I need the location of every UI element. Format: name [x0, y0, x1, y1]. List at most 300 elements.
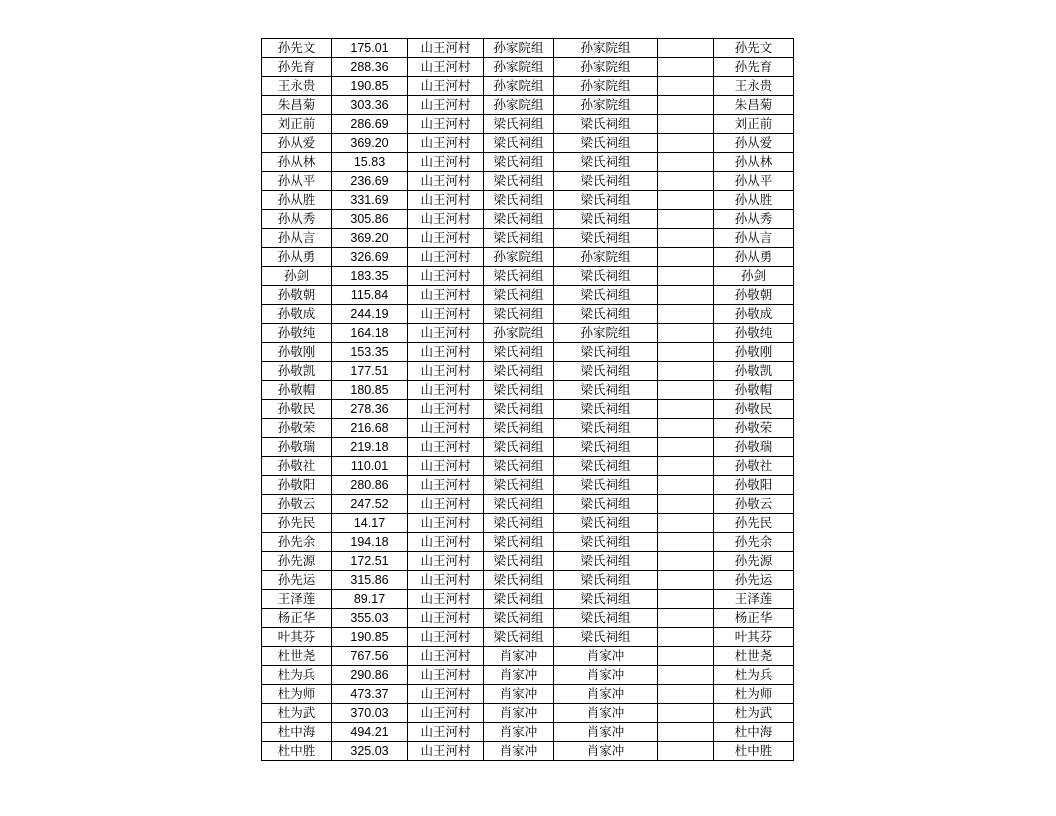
area-cell: 190.85 — [332, 77, 408, 96]
village-cell: 山王河村 — [408, 552, 484, 571]
area-cell: 369.20 — [332, 229, 408, 248]
blank-cell — [658, 552, 714, 571]
name-cell: 孙从勇 — [262, 248, 332, 267]
area-cell: 164.18 — [332, 324, 408, 343]
blank-cell — [658, 324, 714, 343]
group-cell: 孙家院组 — [484, 58, 554, 77]
village-cell: 山王河村 — [408, 362, 484, 381]
group-cell: 梁氏祠组 — [484, 153, 554, 172]
group-cell: 梁氏祠组 — [484, 362, 554, 381]
village-cell: 山王河村 — [408, 305, 484, 324]
table-row — [262, 742, 794, 761]
group-cell-2: 梁氏祠组 — [554, 590, 658, 609]
name-cell: 杜为师 — [262, 685, 332, 704]
area-cell: 175.01 — [332, 39, 408, 58]
blank-cell — [658, 96, 714, 115]
blank-cell — [658, 476, 714, 495]
blank-cell — [658, 39, 714, 58]
blank-cell — [658, 343, 714, 362]
table-row — [262, 571, 794, 590]
village-cell: 山王河村 — [408, 153, 484, 172]
group-cell-2: 梁氏祠组 — [554, 476, 658, 495]
signature-name-cell: 杨正华 — [714, 609, 794, 628]
area-cell: 369.20 — [332, 134, 408, 153]
blank-cell — [658, 362, 714, 381]
signature-name-cell: 杜中胜 — [714, 742, 794, 761]
group-cell-2: 梁氏祠组 — [554, 381, 658, 400]
area-cell: 290.86 — [332, 666, 408, 685]
name-cell: 孙先文 — [262, 39, 332, 58]
area-cell: 280.86 — [332, 476, 408, 495]
blank-cell — [658, 457, 714, 476]
group-cell: 梁氏祠组 — [484, 191, 554, 210]
signature-name-cell: 孙敬纯 — [714, 324, 794, 343]
table-row — [262, 153, 794, 172]
name-cell: 孙从秀 — [262, 210, 332, 229]
signature-name-cell: 孙先育 — [714, 58, 794, 77]
name-cell: 孙从林 — [262, 153, 332, 172]
blank-cell — [658, 628, 714, 647]
blank-cell — [658, 704, 714, 723]
group-cell: 梁氏祠组 — [484, 210, 554, 229]
table-row — [262, 77, 794, 96]
signature-name-cell: 孙敬社 — [714, 457, 794, 476]
name-cell: 孙先余 — [262, 533, 332, 552]
name-cell: 孙从胜 — [262, 191, 332, 210]
signature-name-cell: 孙敬刚 — [714, 343, 794, 362]
village-cell: 山王河村 — [408, 666, 484, 685]
area-cell: 355.03 — [332, 609, 408, 628]
blank-cell — [658, 742, 714, 761]
signature-name-cell: 孙从林 — [714, 153, 794, 172]
area-cell: 247.52 — [332, 495, 408, 514]
blank-cell — [658, 571, 714, 590]
signature-name-cell: 杜中海 — [714, 723, 794, 742]
area-cell: 183.35 — [332, 267, 408, 286]
table-row — [262, 191, 794, 210]
village-cell: 山王河村 — [408, 343, 484, 362]
name-cell: 孙敬阳 — [262, 476, 332, 495]
group-cell-2: 孙家院组 — [554, 324, 658, 343]
area-cell: 236.69 — [332, 172, 408, 191]
table-row — [262, 381, 794, 400]
blank-cell — [658, 210, 714, 229]
name-cell: 王泽莲 — [262, 590, 332, 609]
village-cell: 山王河村 — [408, 476, 484, 495]
village-cell: 山王河村 — [408, 742, 484, 761]
group-cell: 梁氏祠组 — [484, 381, 554, 400]
village-cell: 山王河村 — [408, 134, 484, 153]
name-cell: 孙敬帽 — [262, 381, 332, 400]
blank-cell — [658, 647, 714, 666]
village-cell: 山王河村 — [408, 381, 484, 400]
village-cell: 山王河村 — [408, 571, 484, 590]
area-cell: 115.84 — [332, 286, 408, 305]
group-cell-2: 梁氏祠组 — [554, 438, 658, 457]
signature-name-cell: 刘正前 — [714, 115, 794, 134]
group-cell: 梁氏祠组 — [484, 400, 554, 419]
group-cell: 梁氏祠组 — [484, 457, 554, 476]
village-cell: 山王河村 — [408, 609, 484, 628]
group-cell: 梁氏祠组 — [484, 533, 554, 552]
table-row — [262, 324, 794, 343]
blank-cell — [658, 438, 714, 457]
table-row — [262, 210, 794, 229]
table-row — [262, 457, 794, 476]
area-cell: 219.18 — [332, 438, 408, 457]
group-cell-2: 梁氏祠组 — [554, 533, 658, 552]
group-cell-2: 梁氏祠组 — [554, 400, 658, 419]
group-cell-2: 梁氏祠组 — [554, 153, 658, 172]
area-cell: 370.03 — [332, 704, 408, 723]
blank-cell — [658, 590, 714, 609]
group-cell: 梁氏祠组 — [484, 495, 554, 514]
blank-cell — [658, 419, 714, 438]
area-cell: 303.36 — [332, 96, 408, 115]
table-row — [262, 305, 794, 324]
name-cell: 杜为兵 — [262, 666, 332, 685]
blank-cell — [658, 609, 714, 628]
village-cell: 山王河村 — [408, 647, 484, 666]
group-cell: 孙家院组 — [484, 96, 554, 115]
area-cell: 216.68 — [332, 419, 408, 438]
name-cell: 孙敬纯 — [262, 324, 332, 343]
blank-cell — [658, 77, 714, 96]
group-cell-2: 梁氏祠组 — [554, 495, 658, 514]
signature-name-cell: 孙敬荣 — [714, 419, 794, 438]
name-cell: 杜中海 — [262, 723, 332, 742]
blank-cell — [658, 381, 714, 400]
area-cell: 315.86 — [332, 571, 408, 590]
group-cell-2: 肖家冲 — [554, 723, 658, 742]
signature-name-cell: 孙敬阳 — [714, 476, 794, 495]
name-cell: 杨正华 — [262, 609, 332, 628]
blank-cell — [658, 400, 714, 419]
village-cell: 山王河村 — [408, 286, 484, 305]
area-cell: 194.18 — [332, 533, 408, 552]
group-cell-2: 梁氏祠组 — [554, 134, 658, 153]
village-cell: 山王河村 — [408, 324, 484, 343]
group-cell-2: 梁氏祠组 — [554, 191, 658, 210]
area-cell: 494.21 — [332, 723, 408, 742]
group-cell-2: 梁氏祠组 — [554, 115, 658, 134]
table-row — [262, 476, 794, 495]
area-cell: 473.37 — [332, 685, 408, 704]
village-cell: 山王河村 — [408, 723, 484, 742]
group-cell-2: 孙家院组 — [554, 248, 658, 267]
group-cell-2: 梁氏祠组 — [554, 305, 658, 324]
table-row — [262, 552, 794, 571]
signature-name-cell: 孙敬云 — [714, 495, 794, 514]
group-cell: 孙家院组 — [484, 248, 554, 267]
group-cell-2: 梁氏祠组 — [554, 229, 658, 248]
area-cell: 288.36 — [332, 58, 408, 77]
group-cell-2: 孙家院组 — [554, 77, 658, 96]
table-row — [262, 248, 794, 267]
group-cell: 肖家冲 — [484, 704, 554, 723]
village-cell: 山王河村 — [408, 590, 484, 609]
village-cell: 山王河村 — [408, 704, 484, 723]
table-row — [262, 419, 794, 438]
name-cell: 王永贵 — [262, 77, 332, 96]
group-cell-2: 梁氏祠组 — [554, 362, 658, 381]
table-body — [262, 39, 794, 761]
blank-cell — [658, 191, 714, 210]
table-row — [262, 609, 794, 628]
name-cell: 孙先育 — [262, 58, 332, 77]
table-row — [262, 134, 794, 153]
signature-name-cell: 孙敬朝 — [714, 286, 794, 305]
table-row — [262, 590, 794, 609]
name-cell: 孙敬民 — [262, 400, 332, 419]
name-cell: 孙敬云 — [262, 495, 332, 514]
blank-cell — [658, 286, 714, 305]
group-cell-2: 肖家冲 — [554, 666, 658, 685]
group-cell: 梁氏祠组 — [484, 267, 554, 286]
name-cell: 孙敬荣 — [262, 419, 332, 438]
signature-name-cell: 叶其芬 — [714, 628, 794, 647]
area-cell: 278.36 — [332, 400, 408, 419]
name-cell: 孙从平 — [262, 172, 332, 191]
table-row — [262, 723, 794, 742]
area-cell: 153.35 — [332, 343, 408, 362]
blank-cell — [658, 248, 714, 267]
group-cell: 梁氏祠组 — [484, 229, 554, 248]
blank-cell — [658, 685, 714, 704]
group-cell: 孙家院组 — [484, 39, 554, 58]
signature-name-cell: 孙从爱 — [714, 134, 794, 153]
signature-name-cell: 孙敬民 — [714, 400, 794, 419]
signature-name-cell: 孙先余 — [714, 533, 794, 552]
area-cell: 89.17 — [332, 590, 408, 609]
table-row — [262, 495, 794, 514]
group-cell: 梁氏祠组 — [484, 571, 554, 590]
group-cell-2: 肖家冲 — [554, 704, 658, 723]
signature-name-cell: 孙敬凯 — [714, 362, 794, 381]
table-row — [262, 39, 794, 58]
table-row — [262, 229, 794, 248]
group-cell-2: 梁氏祠组 — [554, 552, 658, 571]
blank-cell — [658, 666, 714, 685]
blank-cell — [658, 533, 714, 552]
village-cell: 山王河村 — [408, 229, 484, 248]
group-cell: 孙家院组 — [484, 77, 554, 96]
blank-cell — [658, 134, 714, 153]
group-cell: 肖家冲 — [484, 742, 554, 761]
blank-cell — [658, 58, 714, 77]
name-cell: 杜为武 — [262, 704, 332, 723]
blank-cell — [658, 153, 714, 172]
name-cell: 孙从言 — [262, 229, 332, 248]
group-cell: 肖家冲 — [484, 666, 554, 685]
name-cell: 刘正前 — [262, 115, 332, 134]
group-cell-2: 梁氏祠组 — [554, 628, 658, 647]
name-cell: 孙先民 — [262, 514, 332, 533]
group-cell-2: 梁氏祠组 — [554, 514, 658, 533]
signature-name-cell: 王永贵 — [714, 77, 794, 96]
group-cell: 梁氏祠组 — [484, 609, 554, 628]
table-row — [262, 685, 794, 704]
group-cell: 肖家冲 — [484, 723, 554, 742]
group-cell: 梁氏祠组 — [484, 438, 554, 457]
group-cell: 梁氏祠组 — [484, 115, 554, 134]
signature-name-cell: 孙从言 — [714, 229, 794, 248]
area-cell: 286.69 — [332, 115, 408, 134]
signature-name-cell: 孙从勇 — [714, 248, 794, 267]
group-cell: 肖家冲 — [484, 647, 554, 666]
village-cell: 山王河村 — [408, 514, 484, 533]
signature-name-cell: 孙先运 — [714, 571, 794, 590]
table-row — [262, 343, 794, 362]
group-cell: 肖家冲 — [484, 685, 554, 704]
table-row — [262, 647, 794, 666]
group-cell: 梁氏祠组 — [484, 172, 554, 191]
table-row — [262, 267, 794, 286]
group-cell: 梁氏祠组 — [484, 286, 554, 305]
village-cell: 山王河村 — [408, 685, 484, 704]
area-cell: 326.69 — [332, 248, 408, 267]
village-cell: 山王河村 — [408, 400, 484, 419]
area-cell: 244.19 — [332, 305, 408, 324]
group-cell-2: 梁氏祠组 — [554, 286, 658, 305]
group-cell-2: 梁氏祠组 — [554, 210, 658, 229]
table-row — [262, 514, 794, 533]
blank-cell — [658, 514, 714, 533]
area-cell: 325.03 — [332, 742, 408, 761]
name-cell: 孙敬社 — [262, 457, 332, 476]
group-cell: 梁氏祠组 — [484, 476, 554, 495]
area-cell: 15.83 — [332, 153, 408, 172]
group-cell: 梁氏祠组 — [484, 343, 554, 362]
group-cell-2: 孙家院组 — [554, 58, 658, 77]
area-cell: 177.51 — [332, 362, 408, 381]
village-cell: 山王河村 — [408, 210, 484, 229]
village-cell: 山王河村 — [408, 248, 484, 267]
name-cell: 孙敬朝 — [262, 286, 332, 305]
village-cell: 山王河村 — [408, 495, 484, 514]
group-cell-2: 梁氏祠组 — [554, 571, 658, 590]
table-row — [262, 172, 794, 191]
village-cell: 山王河村 — [408, 457, 484, 476]
group-cell-2: 梁氏祠组 — [554, 609, 658, 628]
table-row — [262, 400, 794, 419]
village-cell: 山王河村 — [408, 438, 484, 457]
signature-name-cell: 杜为师 — [714, 685, 794, 704]
table-row — [262, 115, 794, 134]
name-cell: 孙敬凯 — [262, 362, 332, 381]
blank-cell — [658, 115, 714, 134]
group-cell-2: 肖家冲 — [554, 647, 658, 666]
blank-cell — [658, 723, 714, 742]
group-cell-2: 梁氏祠组 — [554, 343, 658, 362]
signature-name-cell: 杜为武 — [714, 704, 794, 723]
village-cell: 山王河村 — [408, 96, 484, 115]
blank-cell — [658, 305, 714, 324]
area-cell: 767.56 — [332, 647, 408, 666]
group-cell-2: 梁氏祠组 — [554, 172, 658, 191]
name-cell: 孙先运 — [262, 571, 332, 590]
group-cell: 梁氏祠组 — [484, 134, 554, 153]
signature-name-cell: 王泽莲 — [714, 590, 794, 609]
village-cell: 山王河村 — [408, 58, 484, 77]
group-cell: 梁氏祠组 — [484, 514, 554, 533]
area-cell: 172.51 — [332, 552, 408, 571]
name-cell: 孙敬刚 — [262, 343, 332, 362]
signature-name-cell: 孙先民 — [714, 514, 794, 533]
village-cell: 山王河村 — [408, 533, 484, 552]
area-cell: 190.85 — [332, 628, 408, 647]
signature-name-cell: 杜为兵 — [714, 666, 794, 685]
name-cell: 孙敬瑞 — [262, 438, 332, 457]
group-cell: 梁氏祠组 — [484, 590, 554, 609]
group-cell-2: 梁氏祠组 — [554, 267, 658, 286]
blank-cell — [658, 172, 714, 191]
table-row — [262, 438, 794, 457]
group-cell: 梁氏祠组 — [484, 305, 554, 324]
signature-name-cell: 孙从秀 — [714, 210, 794, 229]
group-cell: 孙家院组 — [484, 324, 554, 343]
group-cell-2: 梁氏祠组 — [554, 419, 658, 438]
group-cell: 梁氏祠组 — [484, 419, 554, 438]
group-cell-2: 孙家院组 — [554, 96, 658, 115]
village-cell: 山王河村 — [408, 628, 484, 647]
village-cell: 山王河村 — [408, 172, 484, 191]
table-row — [262, 666, 794, 685]
name-cell: 朱昌菊 — [262, 96, 332, 115]
table-row — [262, 704, 794, 723]
table-row — [262, 628, 794, 647]
group-cell: 梁氏祠组 — [484, 628, 554, 647]
area-cell: 110.01 — [332, 457, 408, 476]
signature-name-cell: 孙敬帽 — [714, 381, 794, 400]
table-row — [262, 362, 794, 381]
blank-cell — [658, 229, 714, 248]
signature-name-cell: 孙敬瑞 — [714, 438, 794, 457]
name-cell: 叶其芬 — [262, 628, 332, 647]
name-cell: 杜世尧 — [262, 647, 332, 666]
signature-name-cell: 孙敬成 — [714, 305, 794, 324]
village-cell: 山王河村 — [408, 115, 484, 134]
name-cell: 杜中胜 — [262, 742, 332, 761]
village-cell: 山王河村 — [408, 191, 484, 210]
table-row — [262, 58, 794, 77]
area-cell: 180.85 — [332, 381, 408, 400]
group-cell: 梁氏祠组 — [484, 552, 554, 571]
group-cell-2: 肖家冲 — [554, 685, 658, 704]
area-cell: 305.86 — [332, 210, 408, 229]
area-cell: 331.69 — [332, 191, 408, 210]
name-cell: 孙从爱 — [262, 134, 332, 153]
signature-name-cell: 孙先源 — [714, 552, 794, 571]
table-row — [262, 286, 794, 305]
signature-name-cell: 孙从平 — [714, 172, 794, 191]
signature-name-cell: 朱昌菊 — [714, 96, 794, 115]
area-cell: 14.17 — [332, 514, 408, 533]
data-table — [261, 38, 794, 761]
village-cell: 山王河村 — [408, 267, 484, 286]
group-cell-2: 孙家院组 — [554, 39, 658, 58]
table-row — [262, 96, 794, 115]
signature-name-cell: 杜世尧 — [714, 647, 794, 666]
signature-name-cell: 孙先文 — [714, 39, 794, 58]
group-cell-2: 肖家冲 — [554, 742, 658, 761]
signature-name-cell: 孙剑 — [714, 267, 794, 286]
group-cell-2: 梁氏祠组 — [554, 457, 658, 476]
blank-cell — [658, 495, 714, 514]
blank-cell — [658, 267, 714, 286]
name-cell: 孙敬成 — [262, 305, 332, 324]
village-cell: 山王河村 — [408, 419, 484, 438]
